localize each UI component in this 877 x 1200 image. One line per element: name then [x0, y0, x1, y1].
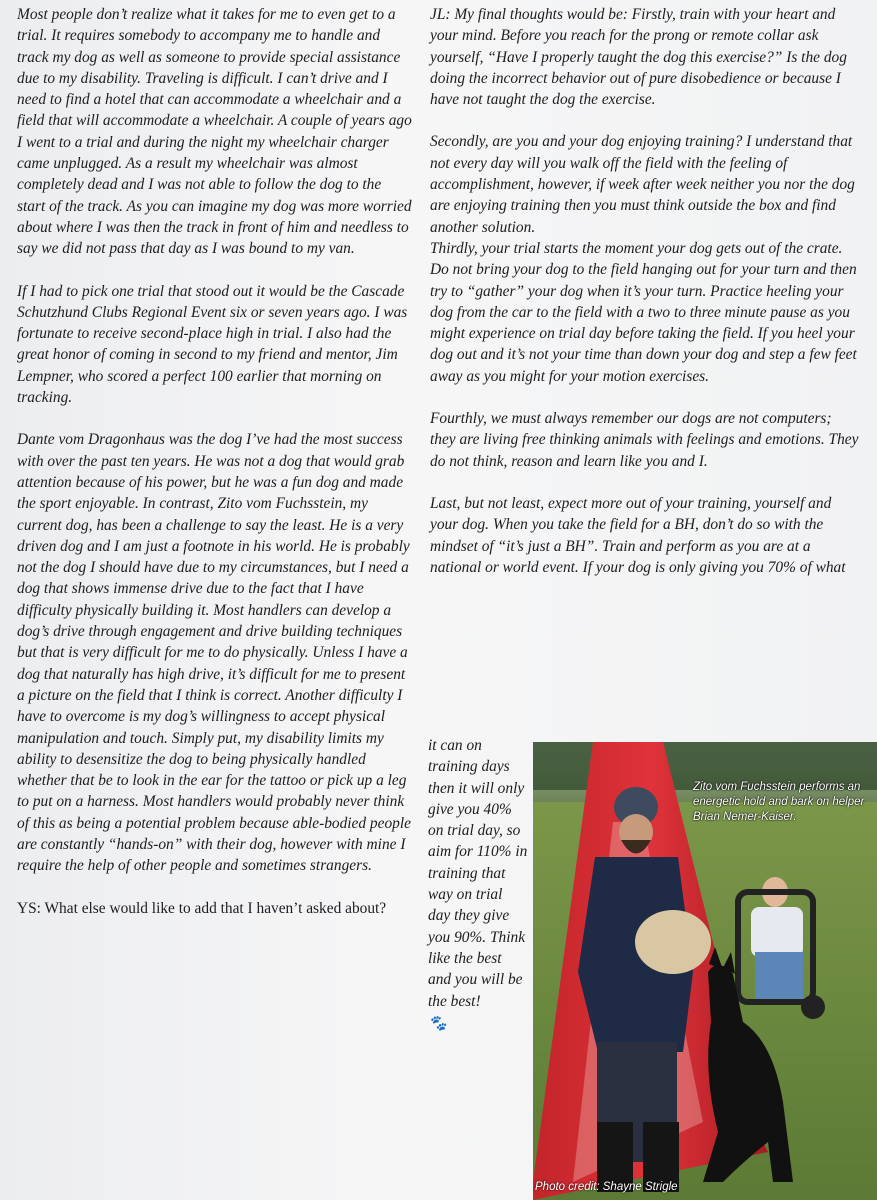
paragraph-memorable-trial: If I had to pick one trial that stood out it would be the Cascade Schutzhund Clubs Regional Event six or seven years ago. I was fortunate to receive second-place high in trial. I also had the great honor of coming in second to my friend and mentor, Jim Lempner, who scored a perfect 100 earlier that morning on tracking.: [17, 282, 408, 407]
paragraph-fourthly: Fourthly, we must always remember our dogs are not computers; they are living free thinking animals with feelings and emotions. They do not think, reason and learn like you and I.: [430, 410, 859, 470]
right-column: [430, 4, 860, 578]
narrow-column-continuation: [428, 735, 528, 1035]
interview-question: YS: What else would like to add that I haven’t asked about?: [17, 899, 387, 917]
paragraph-last-continued: it can on training days then it will only give you 40% on trial day, so aim for 110% in training that way on trial day they give you 90%. Think like the best and you will be the best!: [428, 737, 528, 1010]
paragraph-thirdly: Thirdly, your trial starts the moment your dog gets out of the crate. Do not bring your dog to the field hanging out for your turn and then try to “gather” your dog when it’s your turn. Practice heeling your dog from the car to the field with a two to three minute pause as you might experience on trial day before taking the field. If you heel your dog out and it’s not your time than down your dog and step a few feet away as you might for your motion exercises.: [430, 239, 857, 385]
paragraph-trial-logistics: Most people don’t realize what it takes for me to even get to a trial. It requires somebody to accompany me to handle and track my dog as well as someone to provide special assistance due to my disability. Traveling is difficult. I can’t drive and I need to find a hotel that can accommodate a wheelchair and a field that will accommodate a wheelchair. A couple of years ago I went to a trial and during the night my wheelchair charger came unplugged. As a result my wheelchair was almost completely dead and I was not able to follow the dog to the start of the track. As you can imagine my dog was more worried about where I was then the track in front of him and needless to say we did not pass that day as I was bound to my van.: [17, 6, 412, 258]
paragraph-secondly: Secondly, are you and your dog enjoying training? I understand that not every day will you walk off the field with the feeling of accomplishment, however, if week after week neither you nor the dog are enjoying training then you must think outside the box and find another solution.: [430, 133, 855, 236]
photo-caption: Zito vom Fuchsstein performs an energetic hold and bark on helper Brian Nemer-Kaiser.: [693, 781, 865, 823]
paragraph-final-thoughts: JL: My final thoughts would be: Firstly, train with your heart and your mind. Before you reach for the prong or remote collar ask yourself, “Have I properly taught the dog this exercise?” Is the dog doing the incorrect behavior out of pure disobedience or because I have not taught the dog the exercise.: [430, 6, 847, 109]
left-column: [17, 4, 412, 940]
paragraph-last: Last, but not least, expect more out of your training, yourself and your dog. When you take the field for a BH, don’t do so with the mindset of “it’s just a BH”. Train and perform as you are at a national or world event. If your dog is only giving you 70% of what: [430, 494, 846, 576]
paw-print-icon: 🐾: [428, 1015, 447, 1032]
photo-credit: Photo credit: Shayne Strigle: [535, 1181, 678, 1193]
paragraph-dogs: Dante vom Dragonhaus was the dog I’ve had the most success with over the past ten years. He was not a dog that would grab attention because of his power, but he was a fun dog and made the sport enjoyable. In contrast, Zito vom Fuchsstein, my current dog, has been a challenge to say the least. He is a very driven dog and I am just a footnote in his world. He is probably not the dog I should have due to my circumstances, but I need a dog that shows immense drive due to the fact that I have difficulty physically building it. Most handlers can develop a dog’s drive through engagement and drive building techniques but that is very difficult for me to do physically. Unless I have a dog that naturally has high drive, it’s difficult for me to present a picture on the field that I think is correct. Another difficulty I have to overcome is my dog’s willingness to accept physical manipulation and touch. Simply put, my disability limits my ability to desensitize the dog to being physically handled whether that be to look in the ear for the tattoo or pick up a leg to put on a harness. Most handlers would probably never think of this as being a potential problem because able-bodied people are constantly “hands-on” with their dog, however with mine I require the help of other people and sometimes strangers.: [17, 431, 411, 875]
